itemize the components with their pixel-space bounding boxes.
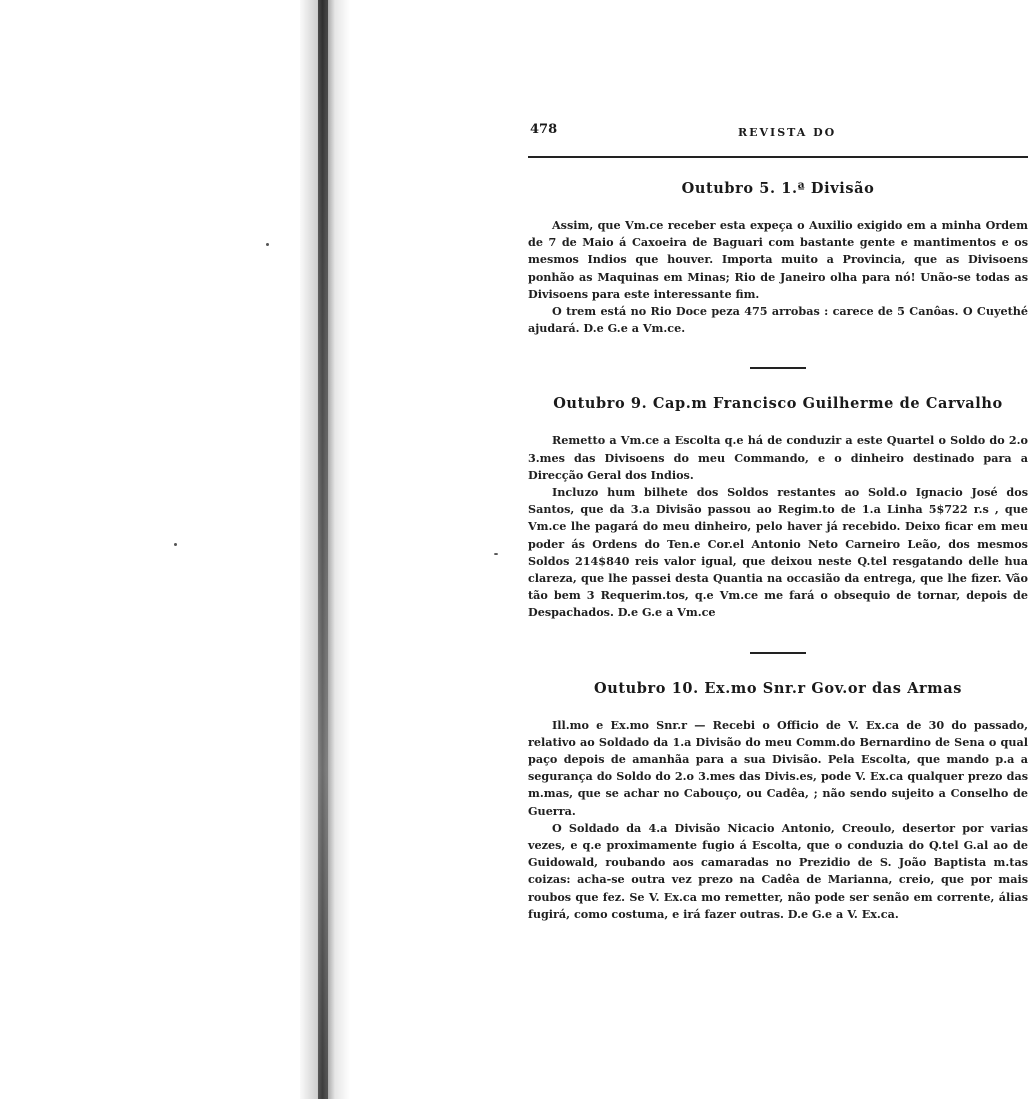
running-title: REVISTA DO [738,126,837,139]
paragraph: Assim, que Vm.ce receber esta expeça o Auxilio exigido em a minha Ordem de 7 de Maio á Caxoeira de Baguari com bastante gente e mantimentos e os mesmos Indios que houver. Importa muito a Provincia, que as Divisoens ponhão as Maquinas em Minas; Rio de Janeiro olha para nó! Unão-se todas as Divisoens para este interessante fim. [528,218,1028,301]
section-separator [750,652,806,654]
letter-outubro-5 [528,180,1028,337]
book-page [528,118,1028,1088]
letter-outubro-10 [528,680,1028,923]
running-head [528,118,1028,148]
letter-outubro-9 [528,395,1028,621]
paragraph: Remetto a Vm.ce a Escolta q.e há de conduzir a este Quartel o Soldo do 2.o 3.mes das Divisoens do meu Commando, e o dinheiro destinado para a Direcção Geral dos Indios. [528,433,1028,482]
paragraph: Ill.mo e Ex.mo Snr.r — Recebi o Officio de V. Ex.ca de 30 do passado, relativo ao Soldado da 1.a Divisão do meu Comm.do Bernardino de Sena o qual paço depois de amanhãa para a sua Divisão. Pela Escolta, que mando p.a a segurança do Soldo do 2.o 3.mes das Divis.es, pode V. Ex.ca qualquer prezo das m.mas, que se achar no Cabouço, ou Cadêa, ; não sendo sujeito a Conselho de Guerra. [528,717,1028,818]
section-heading: Outubro 5. 1.ª Divisão [681,180,875,197]
header-rule [528,156,1028,158]
page-number: 478 [530,122,558,137]
section-heading: Outubro 10. Ex.mo Snr.r Gov.or das Armas [593,679,962,697]
paragraph: O Soldado da 4.a Divisão Nicacio Antonio, Creoulo, desertor por varias vezes, e q.e proximamente fugio á Escolta, que o conduzia do Q.tel G.al ao de Guidowald, roubando aos camaradas no Prezidio de S. João Baptista m.tas coizas: acha-se outra vez prezo na Cadêa de Marianna, creio, que por mais roubos que fez. Se V. Ex.ca mo remetter, não pode ser senão em corrente, álias fugirá, como costuma, e irá fazer outras. D.e G.e a V. Ex.ca. [528,820,1028,921]
section-heading: Outubro 9. Cap.m Francisco Guilherme de Carvalho [553,395,1003,413]
paper-speck [266,243,269,246]
paragraph: O trem está no Rio Doce peza 475 arrobas : carece de 5 Canôas. O Cuyethé ajudará. D.e G.e a Vm.ce. [528,304,1028,336]
paper-speck [174,543,177,546]
book-binding-edge [318,0,328,1099]
section-separator [750,367,806,369]
paragraph: Incluzo hum bilhete dos Soldos restantes ao Sold.o Ignacio José dos Santos, que da 3.a Divisão passou ao Regim.to de 1.a Linha 5$722 r.s , que Vm.ce lhe pagará do meu dinheiro, pelo haver já recebido. Deixo ficar em meu poder ás Ordens do Ten.e Cor.el Antonio Neto Carneiro Leão, dos mesmos Soldos 214$840 reis valor igual, que deixou neste Q.tel resgatando delle hua clareza, que lhe passei desta Quantia na occasião da entrega, que lhe fizer. Vão tão bem 3 Requerim.tos, q.e Vm.ce me fará o obsequio de tornar, depois de Despachados. D.e G.e a Vm.ce [528,485,1028,620]
paper-speck [494,553,498,555]
